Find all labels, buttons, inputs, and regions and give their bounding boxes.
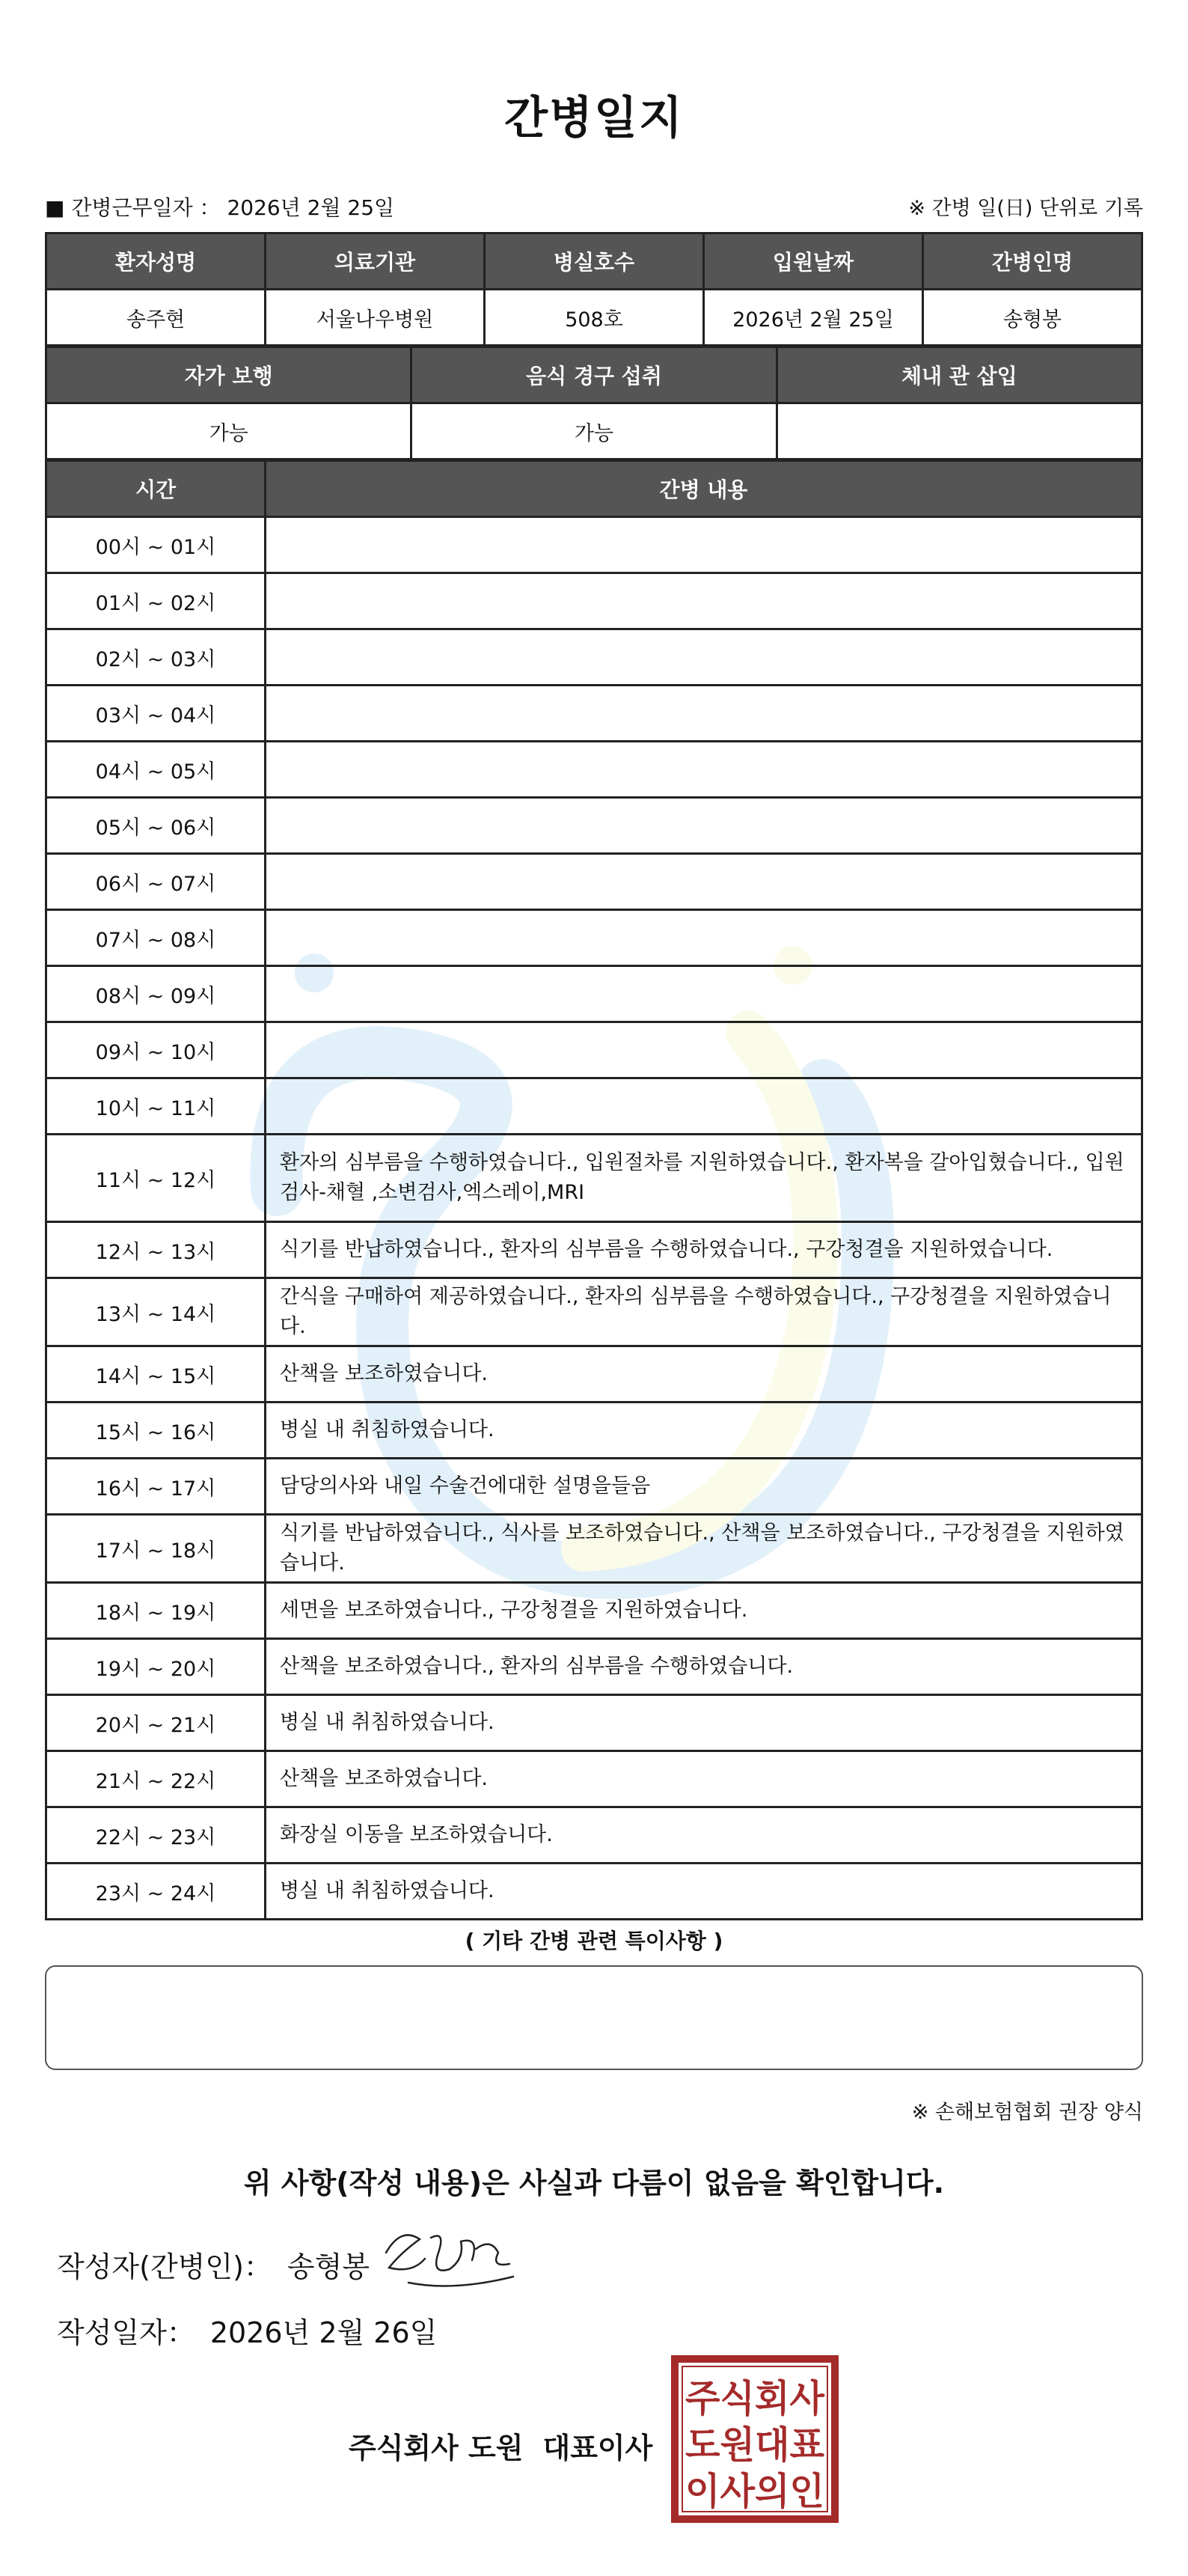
table-row — [46, 854, 1142, 910]
svg-text:이사의인: 이사의인 — [685, 2470, 824, 2513]
time-slot: 05시 ~ 06시 — [46, 798, 266, 854]
work-date-line — [45, 192, 394, 222]
time-slot: 16시 ~ 17시 — [46, 1459, 266, 1515]
care-content: 산책을 보조하였습니다. — [266, 1346, 1142, 1403]
header-time: 시간 — [46, 461, 266, 517]
admission-date: 2026년 2월 25일 — [704, 290, 923, 346]
table-row — [46, 1346, 1142, 1403]
header-oral-intake: 음식 경구 섭취 — [411, 347, 777, 403]
svg-text:주식회사: 주식회사 — [685, 2377, 825, 2420]
table-row — [46, 1583, 1142, 1639]
header-tube-insertion: 체내 관 삽입 — [777, 347, 1142, 403]
time-slot: 22시 ~ 23시 — [46, 1807, 266, 1864]
time-slot: 06시 ~ 07시 — [46, 854, 266, 910]
care-content — [266, 629, 1142, 686]
table-row — [46, 1078, 1142, 1135]
table-row — [46, 686, 1142, 742]
care-content — [266, 517, 1142, 573]
care-content: 식기를 반납하였습니다., 식사를 보조하였습니다., 산책을 보조하였습니다., 구강청결을 지원하였습니다. — [266, 1515, 1142, 1583]
special-notes-box — [45, 1965, 1143, 2070]
time-slot: 20시 ~ 21시 — [46, 1695, 266, 1751]
care-content: 병실 내 취침하였습니다. — [266, 1864, 1142, 1920]
table-row — [46, 517, 1142, 573]
care-content — [266, 854, 1142, 910]
time-slot: 01시 ~ 02시 — [46, 573, 266, 629]
time-slot: 15시 ~ 16시 — [46, 1403, 266, 1459]
patient-info-value-row — [46, 290, 1142, 346]
care-content: 담당의사와 내일 수술건에대한 설명을들음 — [266, 1459, 1142, 1515]
svg-text:도원대표: 도원대표 — [685, 2423, 825, 2467]
table-row — [46, 966, 1142, 1022]
patient-info-table — [45, 232, 1143, 347]
confirmation-statement: 위 사항(작성 내용)은 사실과 다름이 없음을 확인합니다. — [243, 2167, 945, 2200]
header-patient-name: 환자성명 — [46, 234, 266, 290]
care-content — [266, 573, 1142, 629]
time-slot: 02시 ~ 03시 — [46, 629, 266, 686]
time-slot: 07시 ~ 08시 — [46, 910, 266, 966]
walking-status: 가능 — [46, 403, 411, 460]
time-slot: 14시 ~ 15시 — [46, 1346, 266, 1403]
company-seal-icon — [670, 2354, 839, 2524]
time-slot: 13시 ~ 14시 — [46, 1278, 266, 1346]
room-number: 508호 — [485, 290, 704, 346]
status-header-row — [46, 347, 1142, 403]
table-row — [46, 573, 1142, 629]
time-slot: 00시 ~ 01시 — [46, 517, 266, 573]
table-row — [46, 1022, 1142, 1078]
signature-icon — [379, 2223, 521, 2295]
table-row — [46, 1807, 1142, 1864]
care-content: 산책을 보조하였습니다., 환자의 심부름을 수행하였습니다. — [266, 1639, 1142, 1695]
status-value-row — [46, 403, 1142, 460]
table-row — [46, 742, 1142, 798]
care-content: 병실 내 취침하였습니다. — [266, 1403, 1142, 1459]
care-content: 세면을 보조하였습니다., 구강청결을 지원하였습니다. — [266, 1583, 1142, 1639]
time-slot: 19시 ~ 20시 — [46, 1639, 266, 1695]
care-content — [266, 1022, 1142, 1078]
care-content — [266, 910, 1142, 966]
table-row — [46, 1864, 1142, 1920]
patient-info-header-row — [46, 234, 1142, 290]
care-content: 병실 내 취침하였습니다. — [266, 1695, 1142, 1751]
table-row — [46, 1222, 1142, 1278]
table-row — [46, 910, 1142, 966]
care-content: 환자의 심부름을 수행하였습니다., 입원절차를 지원하였습니다., 환자복을 갈아입혔습니다., 입원검사-채혈 ,소변검사,엑스레이,MRI — [266, 1135, 1142, 1222]
patient-status-table — [45, 346, 1143, 460]
header-room: 병실호수 — [485, 234, 704, 290]
table-row — [46, 1751, 1142, 1807]
table-row — [46, 1403, 1142, 1459]
care-log-header-row — [46, 461, 1142, 517]
care-log-table — [45, 460, 1143, 1920]
work-date-label: ■ 간병근무일자 ： — [45, 195, 221, 220]
table-row — [46, 798, 1142, 854]
care-content — [266, 966, 1142, 1022]
writer-name: 송형봉 — [287, 2250, 370, 2283]
time-slot: 03시 ~ 04시 — [46, 686, 266, 742]
time-slot: 18시 ~ 19시 — [46, 1583, 266, 1639]
written-date-line — [57, 2310, 437, 2351]
company-name: 주식회사 도원 — [349, 2432, 524, 2464]
care-log-body — [46, 517, 1142, 1920]
time-slot: 17시 ~ 18시 — [46, 1515, 266, 1583]
table-row — [46, 629, 1142, 686]
table-row — [46, 1278, 1142, 1346]
care-content — [266, 686, 1142, 742]
tube-insertion-status — [777, 403, 1142, 460]
form-source-note: ※ 손해보험협회 권장 양식 — [911, 2101, 1143, 2124]
care-content: 간식을 구매하여 제공하였습니다., 환자의 심부름을 수행하였습니다., 구강청결을 지원하였습니다. — [266, 1278, 1142, 1346]
time-slot: 04시 ~ 05시 — [46, 742, 266, 798]
oral-intake-status: 가능 — [411, 403, 777, 460]
ceo-title: 대표이사 — [542, 2432, 653, 2464]
writer-line — [57, 2244, 370, 2285]
caregiver-name: 송형봉 — [923, 290, 1142, 346]
notes-title: ( 기타 간병 관련 특이사항 ) — [465, 1929, 723, 1953]
company-line — [349, 2425, 652, 2466]
table-row — [46, 1459, 1142, 1515]
care-content: 산책을 보조하였습니다. — [266, 1751, 1142, 1807]
table-row — [46, 1639, 1142, 1695]
care-content — [266, 798, 1142, 854]
time-slot: 12시 ~ 13시 — [46, 1222, 266, 1278]
care-content: 식기를 반납하였습니다., 환자의 심부름을 수행하였습니다., 구강청결을 지원하였습니다. — [266, 1222, 1142, 1278]
written-date-value: 2026년 2월 26일 — [209, 2316, 438, 2349]
time-slot: 09시 ~ 10시 — [46, 1022, 266, 1078]
table-row — [46, 1695, 1142, 1751]
time-slot: 11시 ~ 12시 — [46, 1135, 266, 1222]
table-row — [46, 1515, 1142, 1583]
header-hospital: 의료기관 — [266, 234, 485, 290]
table-row — [46, 1135, 1142, 1222]
time-slot: 10시 ~ 11시 — [46, 1078, 266, 1135]
writer-label: 작성자(간병인)： — [57, 2250, 272, 2283]
hospital-name: 서울나우병원 — [266, 290, 485, 346]
patient-name: 송주현 — [46, 290, 266, 346]
header-care-content: 간병 내용 — [266, 461, 1142, 517]
care-content: 화장실 이동을 보조하였습니다. — [266, 1807, 1142, 1864]
unit-note: ※ 간병 일(日) 단위로 기록 — [908, 197, 1143, 220]
time-slot: 21시 ~ 22시 — [46, 1751, 266, 1807]
header-caregiver: 간병인명 — [923, 234, 1142, 290]
time-slot: 23시 ~ 24시 — [46, 1864, 266, 1920]
care-content — [266, 742, 1142, 798]
time-slot: 08시 ~ 09시 — [46, 966, 266, 1022]
page-title: 간병일지 — [504, 92, 684, 144]
header-admission-date: 입원날짜 — [704, 234, 923, 290]
work-date-value: 2026년 2월 25일 — [227, 195, 395, 220]
header-walking: 자가 보행 — [46, 347, 411, 403]
care-content — [266, 1078, 1142, 1135]
written-date-label: 작성일자： — [57, 2316, 195, 2349]
